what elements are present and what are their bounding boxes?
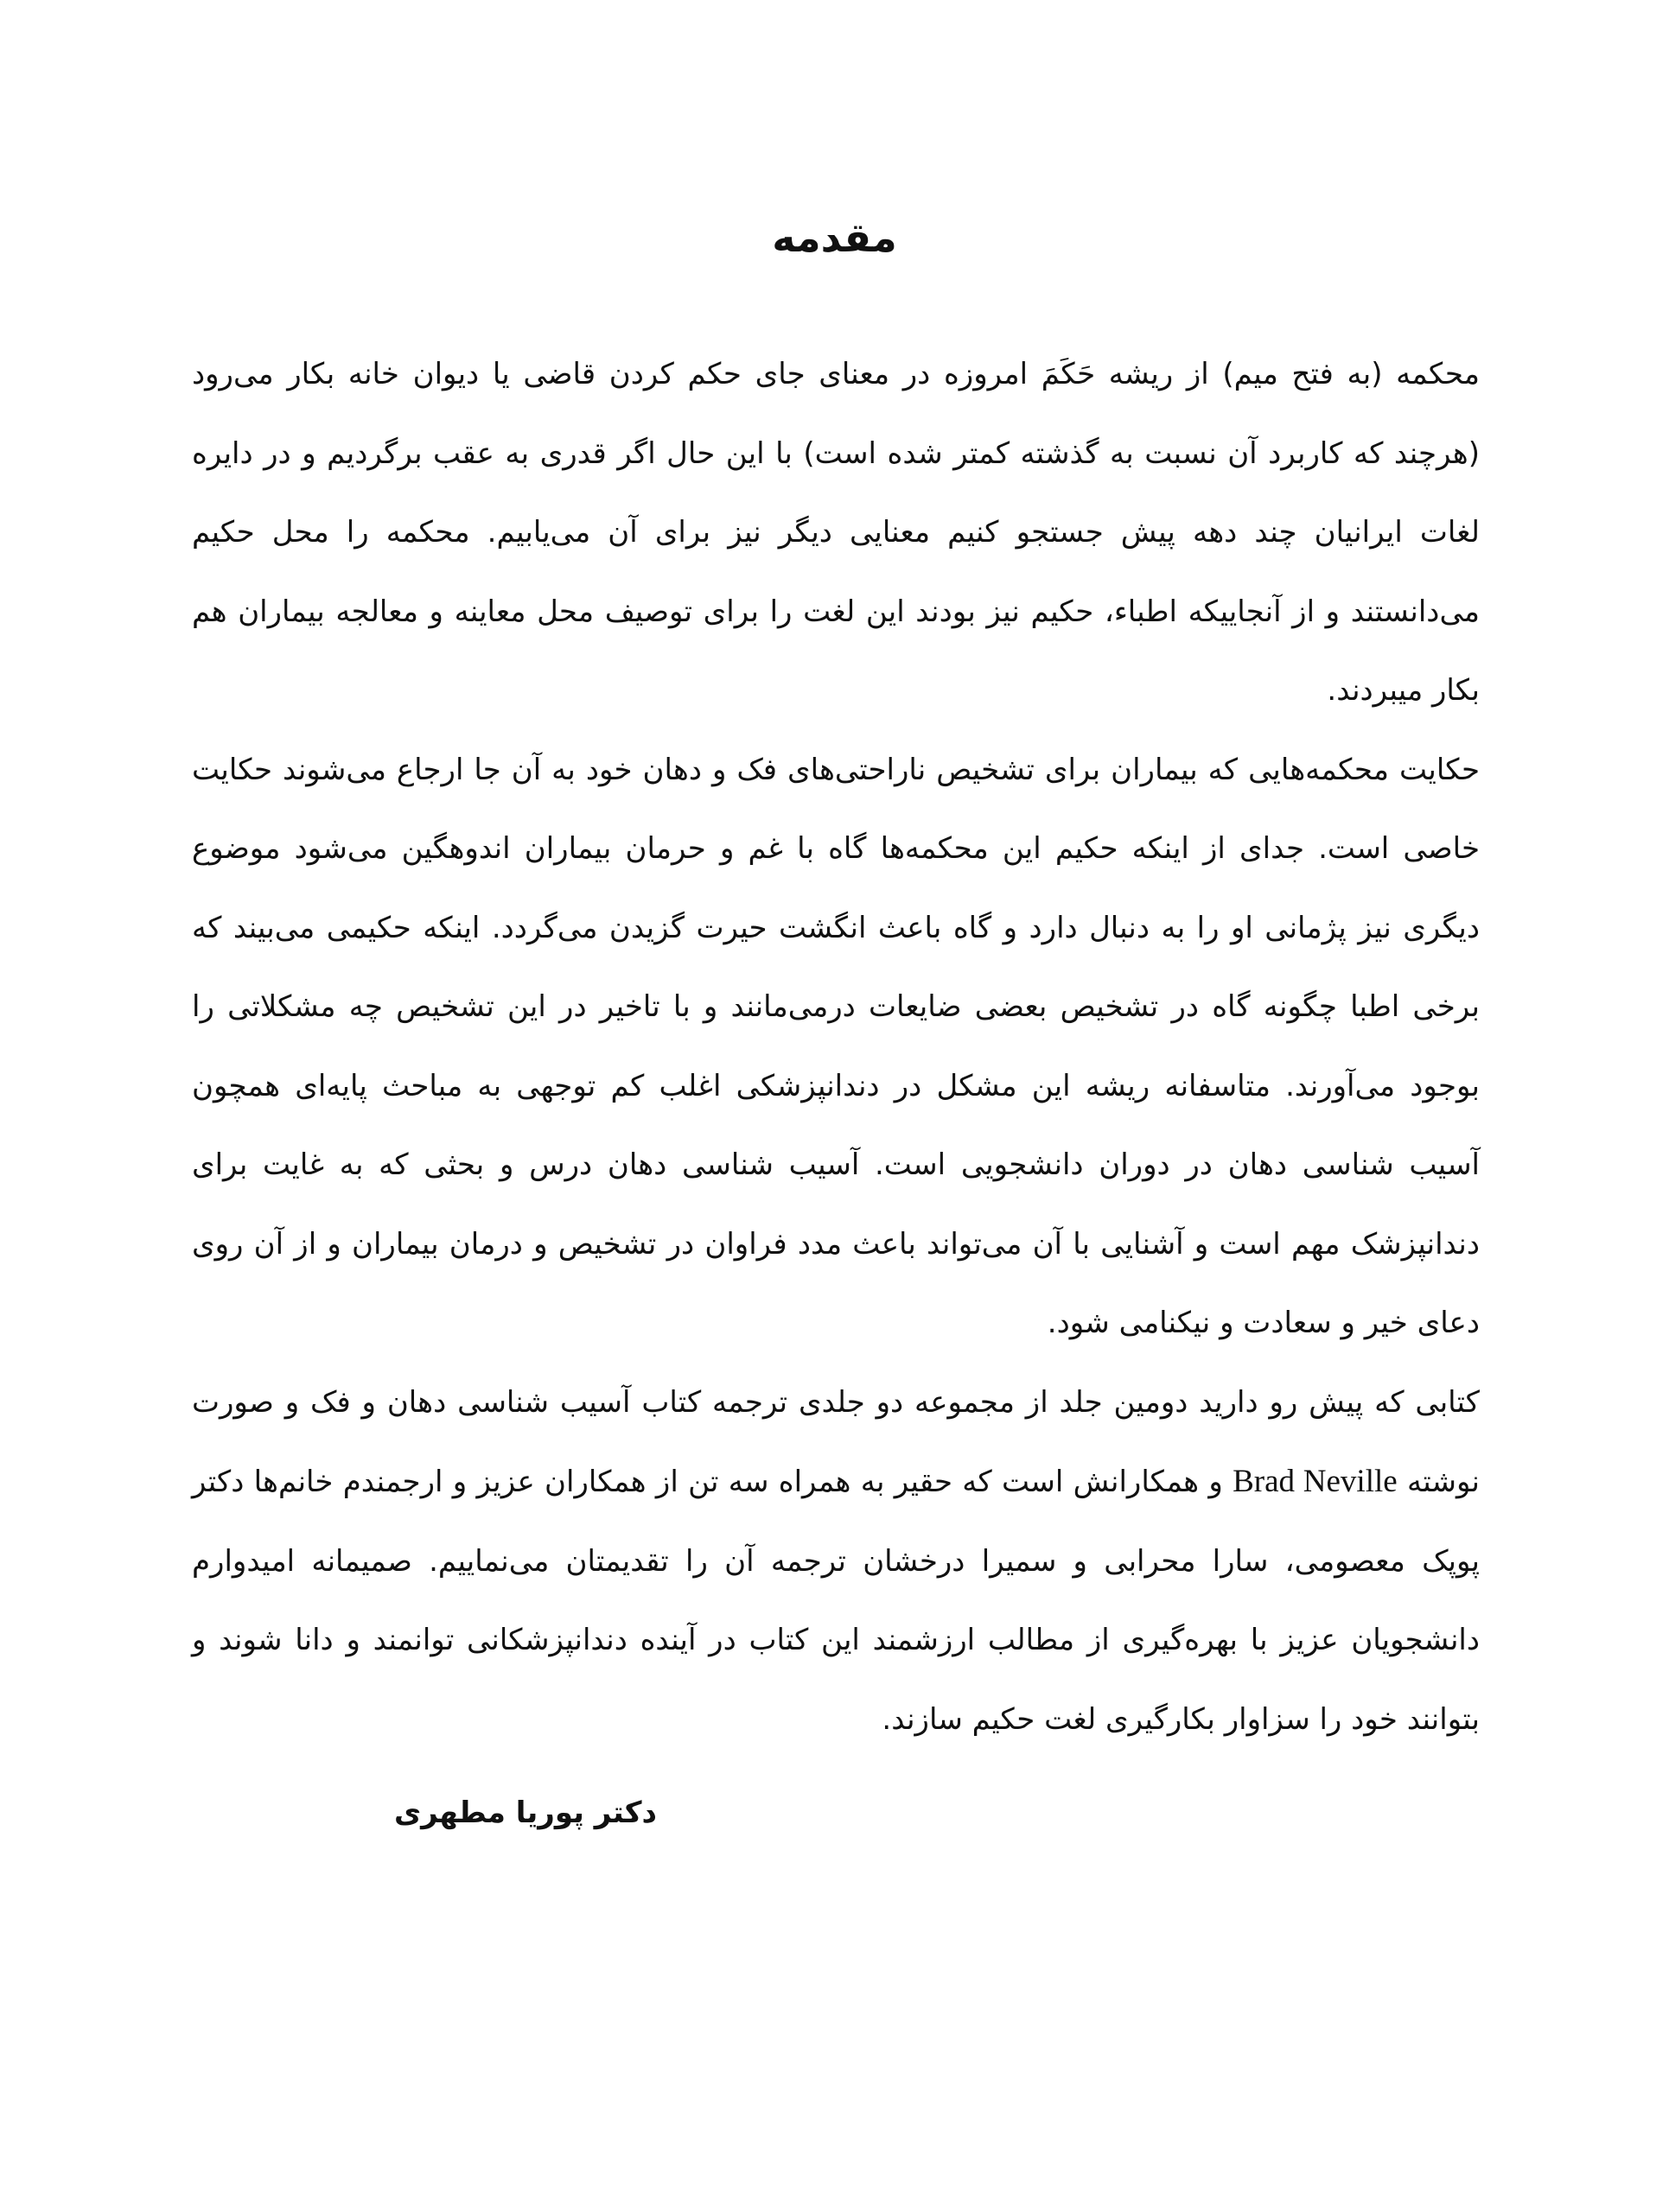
paragraph-book-intro-part1: کتابی که پیش رو دارید دومین جلد از مجموعه دو جلدی ترجمه کتاب آسیب شناسی دهان و فک و صورت نوشته (192, 1384, 1481, 1499)
paragraph-etymology: محکمه (به فتح میم) از ریشه حَکَمَ امروزه در معنای جای حکم کردن قاضی یا دیوان خانه بکار می‌رود (هرچند که کاربرد آن نسبت به گذشته کمتر شده است) با این حال اگر قدری به عقب برگردیم و در دایره لغات ایرانیان چند دهه پیش جستجو کنیم معنایی دیگر نیز برای آن می‌یابیم. محکمه را محل حکیم می‌دانستند و از آنجاییکه اطباء، حکیم نیز بودند این لغت را برای توصیف محل معاینه و معالجه بیماران هم بکار میبردند. (192, 357, 1480, 708)
paragraph-book-intro-part2: و همکارانش است که حقیر به همراه سه تن از همکاران عزیز و ارجمندم خانم‌ها دکتر پوپک معصومی، سارا محرابی و سمیرا درخشان ترجمه آن را تقدیمتان می‌نماییم. صمیمانه امیدوارم دانشجویان عزیز با بهره‌گیری از مطالب ارزشمند این کتاب در آینده دندانپزشکانی توانمند و دانا شوند و بتوانند خود را سزاوار بکارگیری لغت حکیم سازند. (192, 1465, 1480, 1737)
signature: دکتر پوریا مطهری (393, 1796, 657, 1830)
introduction-body (192, 335, 1480, 1759)
paragraph-diagnosis: حکایت محکمه‌هایی که بیماران برای تشخیص ناراحتی‌های فک و دهان خود به آن جا ارجاع می‌شوند حکایت خاصی است. جدای از اینکه حکیم این محکمه‌ها گاه با غم و حرمان بیماران اندوهگین می‌شود موضوع دیگری نیز پژمانی او را به دنبال دارد و گاه باعث انگشت حیرت گزیدن می‌گردد. اینکه حکیمی می‌بیند که برخی اطبا چگونه گاه در تشخیص بعضی ضایعات درمی‌مانند و با تاخیر در این تشخیص چه مشکلاتی را بوجود می‌آورند. متاسفانه ریشه این مشکل در دندانپزشکی اغلب کم توجهی به مباحث پایه‌ای همچون آسیب شناسی دهان در دوران دانشجویی است. آسیب شناسی دهان درس و بحثی که به غایت برای دندانپزشک مهم است و آشنایی با آن می‌تواند باعث مدد فراوان در تشخیص و درمان بیماران و از آن روی دعای خیر و سعادت و نیکنامی شود. (192, 752, 1480, 1340)
author-name: Brad Neville (1233, 1464, 1398, 1499)
paragraph-book-intro (192, 1363, 1480, 1760)
page-title: مقدمه (772, 214, 897, 261)
